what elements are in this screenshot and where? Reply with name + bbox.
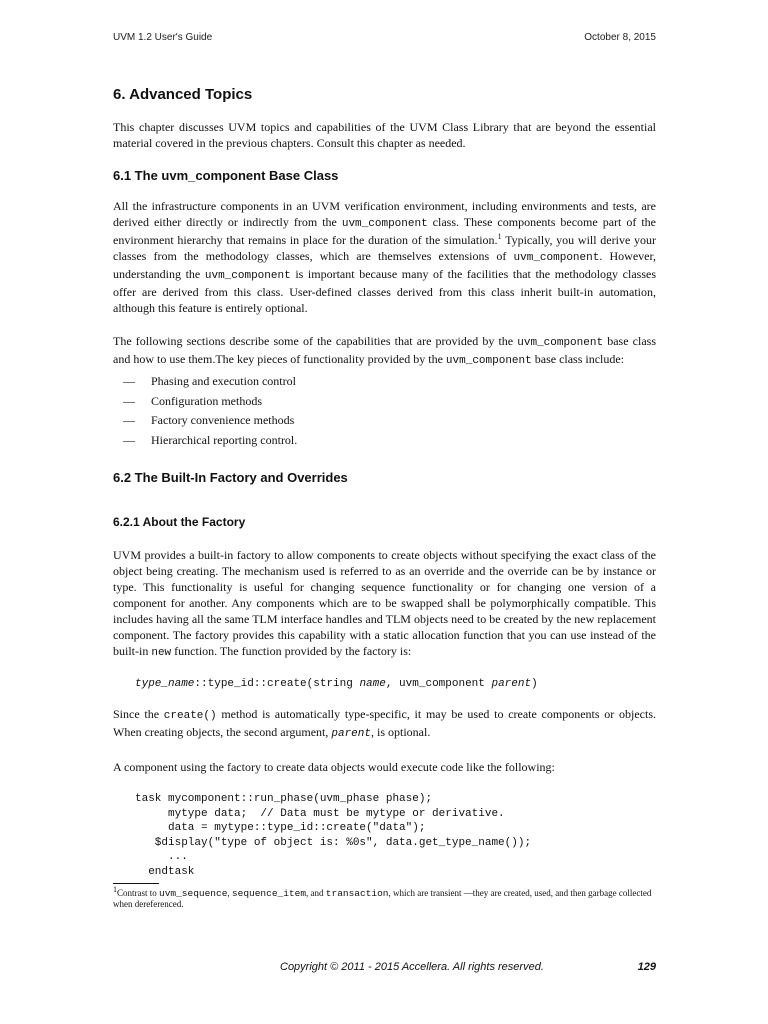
running-header-title: UVM 1.2 User's Guide <box>113 32 213 43</box>
section-6-2-1-paragraph-2: Since the create() method is automatically type-specific, it may be used to create components or objects. When creating objects, the second argument, parent, is optional. <box>113 707 657 740</box>
section-6-2-1-paragraph-1: UVM provides a built-in factory to allow components to create objects without specifying the exact class of the object being creating. The mechanism used is referred to as an override and the override can be by instance or type. This functionality is useful for changing sequence functionality or for changing one version of a component for another. Any components which are to be swapped shall be polymorphically compatible. This includes having all the same TLM interface handles and TLM objects need to be created by the new replacement component. The factory provides this capability with a static allocation function that you can use instead of the built-in new function. The function provided by the factory is: <box>113 548 656 659</box>
inline-code: create() <box>163 710 217 722</box>
inline-code: uvm_component <box>517 337 604 349</box>
inline-code: uvm_component <box>513 252 600 264</box>
chapter-intro: This chapter discusses UVM topics and capabilities of the UVM Class Library that are beyond the essential material covered in the previous chapters. Consult this chapter as needed. <box>113 120 656 150</box>
footnote-separator <box>113 883 159 884</box>
dash-bullet: — <box>123 432 135 447</box>
footnote: 1Contrast to uvm_sequence, sequence_item, and transaction, which are transient —they are created, used, and then garbage collected when dereferenced. <box>113 885 652 909</box>
section-6-1-paragraph-1: All the infrastructure components in an UVM verification environment, including environments and tests, are derived either directly or indirectly from the uvm_component class. These components become part of the environment hierarchy that remains in place for the duration of the simulation.$^1$ Typically, you will derive your classes from the methodology classes, which are themselves extensions of uvm_component. However, understanding the uvm_component is important because many of the facilities that the methodology classes offer are derived from this class. User-defined classes derived from this class inherit built-in automation, although this feature is entirely optional. <box>113 199 657 315</box>
code-example <box>135 792 656 879</box>
dash-bullet: — <box>123 374 135 388</box>
section-6-2-1-paragraph-3: A component using the factory to create data objects would execute code like the following: <box>113 760 555 774</box>
page-number: 129 <box>637 961 656 973</box>
code-line: ... <box>135 851 188 863</box>
running-header-date: October 8, 2015 <box>584 32 656 43</box>
inline-code: new <box>151 647 172 659</box>
code-line: task mycomponent::run_phase(uvm_phase phase); <box>135 793 433 805</box>
list-item: — Configuration methods <box>113 392 656 412</box>
inline-code: parent <box>331 728 371 740</box>
inline-code: uvm_component <box>204 270 291 282</box>
section-6-2-1-title: 6.2.1 About the Factory <box>113 515 246 529</box>
dash-bullet: — <box>123 393 135 408</box>
chapter-title: 6. Advanced Topics <box>113 86 253 103</box>
list-item: — Phasing and execution control <box>113 372 656 392</box>
list-item: — Factory convenience methods <box>113 411 656 431</box>
inline-code: uvm_component <box>341 218 428 230</box>
footnote-number: 1 <box>113 885 117 894</box>
dash-bullet: — <box>123 413 135 427</box>
functionality-list <box>113 372 656 450</box>
code-line: data = mytype::type_id::create("data"); <box>135 822 426 834</box>
code-line: endtask <box>135 865 195 878</box>
code-line: mytype data; // Data must be mytype or derivative. <box>135 807 505 820</box>
section-6-2-title: 6.2 The Built-In Factory and Overrides <box>113 470 348 485</box>
section-6-1-title: 6.1 The uvm_component Base Class <box>113 168 339 183</box>
section-6-1-paragraph-2: The following sections describe some of the capabilities that are provided by the uvm_component base class and how to use them.The key pieces of functionality provided by the uvm_component base class include: <box>113 334 656 367</box>
list-item: — Hierarchical reporting control. <box>113 431 656 451</box>
code-line: $display("type of object is: %0s", data.get_type_name()); <box>135 836 532 849</box>
factory-function-signature: type_name::type_id::create(string name, uvm_component parent) <box>135 678 538 690</box>
inline-code: uvm_component <box>445 355 532 367</box>
page-content <box>113 86 656 910</box>
copyright-notice: Copyright © 2011 - 2015 Accellera. All rights reserved. <box>280 961 544 973</box>
footnote-ref[interactable]: 1 <box>497 232 502 241</box>
